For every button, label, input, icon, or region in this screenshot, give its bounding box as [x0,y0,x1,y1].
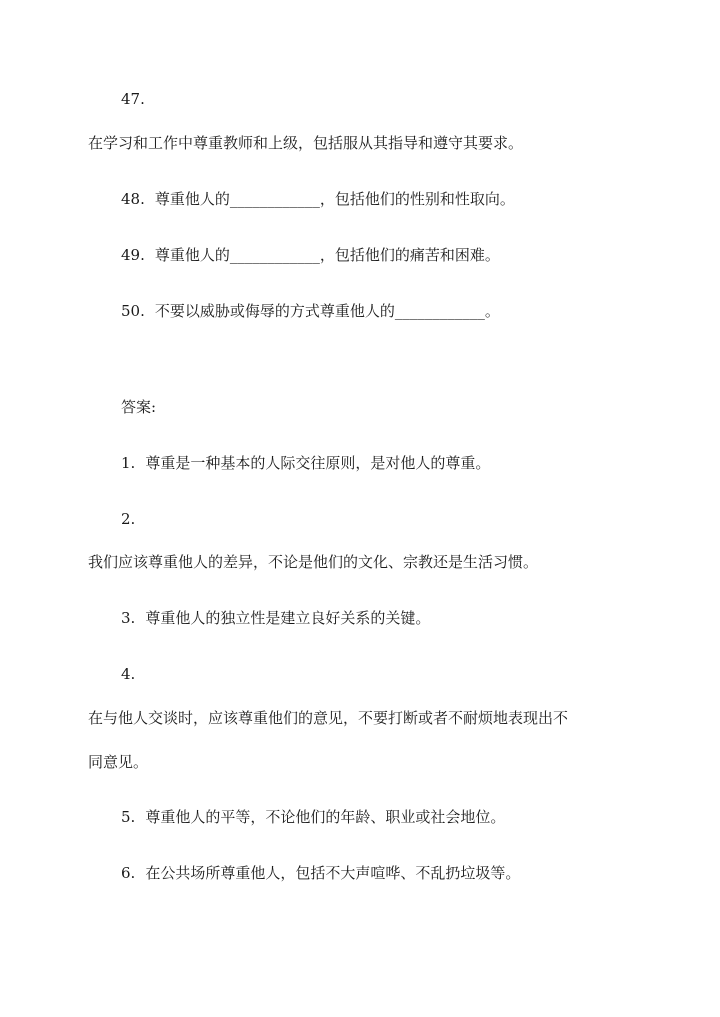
answer-2-text: 我们应该尊重他人的差异，不论是他们的文化、宗教还是生活习惯。 [88,553,539,571]
question-48-text: 尊重他人的____________，包括他们的性别和性取向。 [154,190,515,208]
answer-5 [121,807,505,827]
question-50 [121,301,500,321]
answers-heading: 答案: [121,398,157,416]
answer-3 [121,608,430,628]
question-50-text: 不要以威胁或侮辱的方式尊重他人的____________。 [154,302,500,320]
answer-6-text: 在公共场所尊重他人，包括不大声喧哗、不乱扔垃圾等。 [145,864,521,882]
answer-3-number: 3. [121,609,136,627]
answer-1-text: 尊重是一种基本的人际交往原则，是对他人的尊重。 [145,454,491,472]
answer-3-text: 尊重他人的独立性是建立良好关系的关键。 [145,609,431,627]
question-47-text: 在学习和工作中尊重教师和上级，包括服从其指导和遵守其要求。 [88,134,524,152]
answer-6-number: 6. [121,864,136,882]
answer-4-number: 4. [121,665,136,683]
question-48-number: 48. [121,190,145,208]
question-49 [121,245,500,265]
question-49-number: 49. [121,246,145,264]
answer-5-number: 5. [121,808,136,826]
answer-1 [121,453,490,473]
answer-1-number: 1. [121,454,136,472]
answer-2-number: 2. [121,510,136,528]
answer-5-text: 尊重他人的平等，不论他们的年龄、职业或社会地位。 [145,808,506,826]
question-48 [121,189,515,209]
question-47-number: 47. [121,90,145,108]
question-50-number: 50. [121,302,145,320]
question-49-text: 尊重他人的____________，包括他们的痛苦和困难。 [154,246,500,264]
answer-4-text-line-1: 在与他人交谈时，应该尊重他们的意见，不要打断或者不耐烦地表现出不 [88,709,569,727]
answer-6 [121,863,520,883]
answer-4-text-line-2: 同意见。 [88,753,149,771]
